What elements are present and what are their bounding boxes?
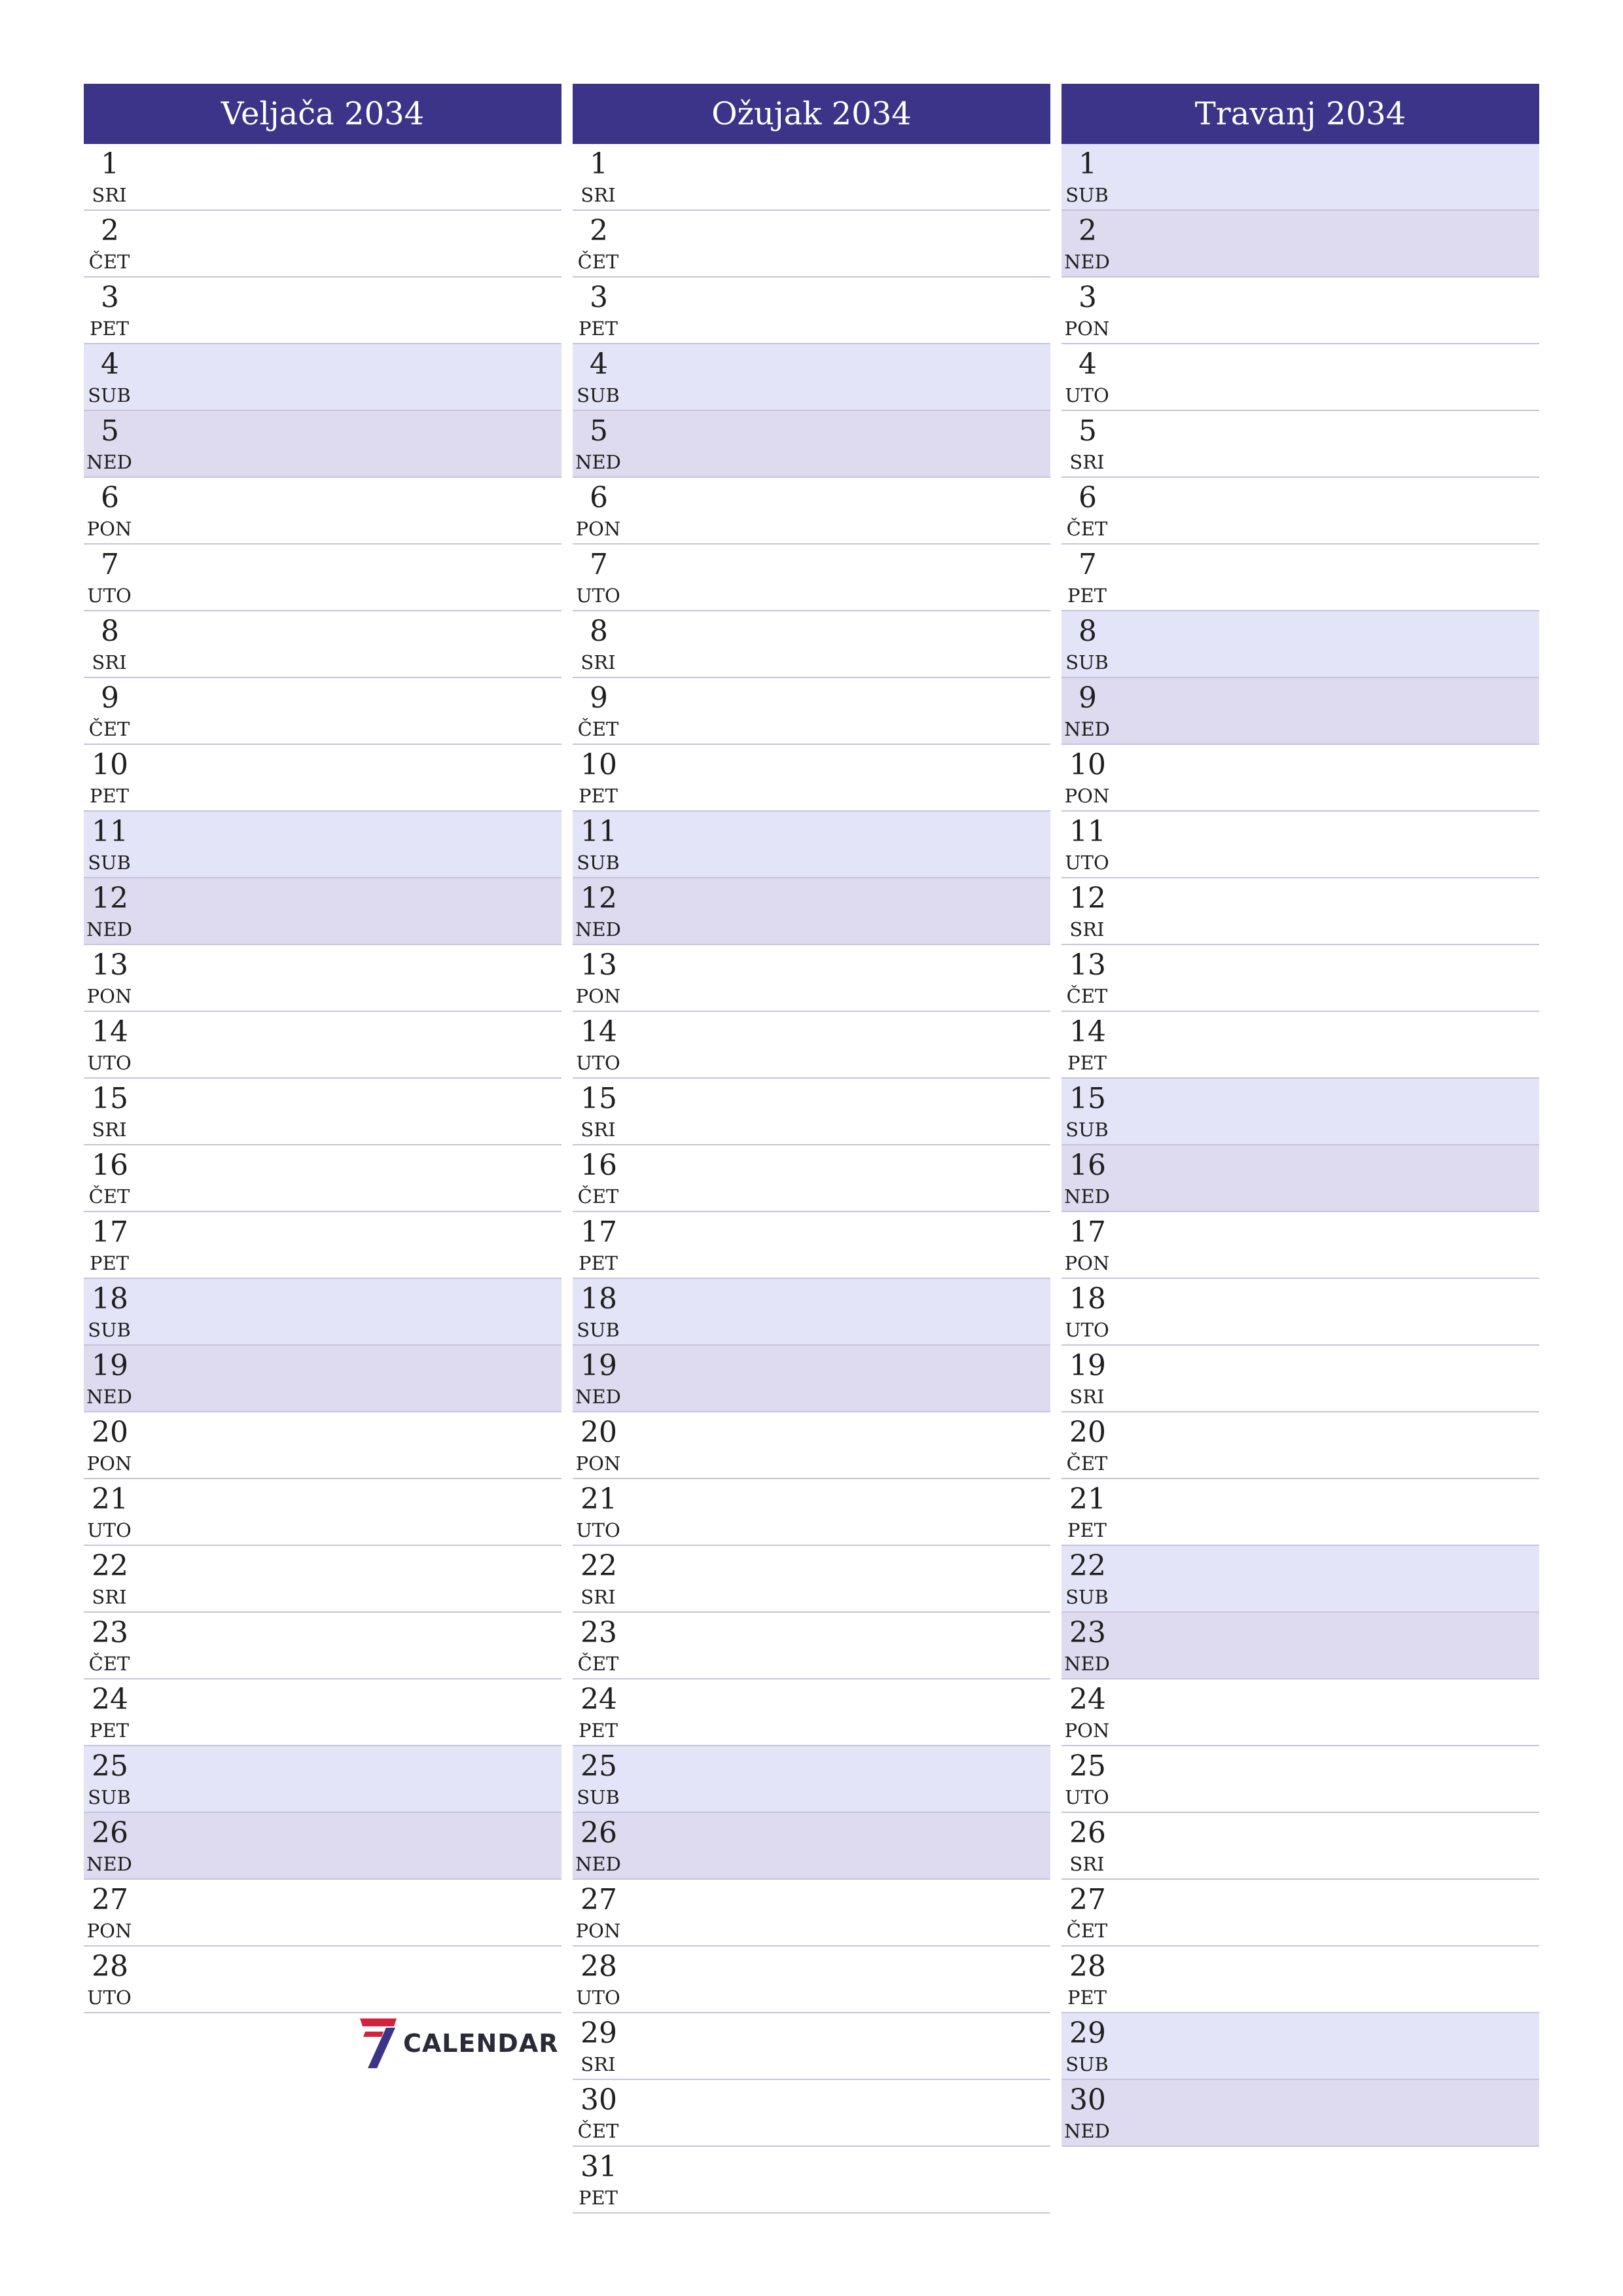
day-row [84,144,562,211]
weekday-label: UTO [87,1986,132,2009]
weekday-label: UTO [1065,852,1109,874]
day-number: 27 [1069,1883,1106,1916]
day-row [1061,1746,1539,1813]
weekday-label: SUB [1065,2053,1109,2075]
day-row [573,2147,1050,2214]
day-row [84,1546,562,1613]
day-row [573,878,1050,945]
weekday-label: ČET [1066,1452,1108,1475]
day-row [84,478,562,545]
day-number: 14 [580,1015,617,1049]
day-row [573,278,1050,344]
weekday-label: UTO [576,1519,620,1541]
weekday-label: PON [1064,317,1110,340]
day-number: 13 [1069,948,1106,982]
day-number: 29 [1069,2017,1106,2050]
day-number: 26 [580,1816,617,1850]
weekday-label: ČET [88,1653,130,1675]
day-row [84,1412,562,1479]
weekday-label: UTO [1065,384,1109,406]
weekday-label: PON [86,518,132,540]
weekday-label: SUB [88,384,131,406]
day-number: 28 [1069,1950,1106,1983]
day-number: 17 [1069,1215,1106,1249]
weekday-label: PET [578,1719,618,1742]
day-row [84,1145,562,1212]
day-row [573,1279,1050,1346]
day-number: 4 [101,348,119,381]
day-row [84,211,562,278]
day-number: 9 [101,681,119,715]
day-number: 1 [101,147,119,181]
day-number: 28 [92,1950,128,1983]
weekday-label: PON [575,985,621,1007]
day-number: 11 [1069,815,1106,848]
day-row [1061,278,1539,344]
day-row [1061,745,1539,812]
day-row [1061,545,1539,611]
weekday-label: UTO [576,1052,620,1074]
day-number: 18 [580,1282,617,1316]
day-number: 25 [580,1749,617,1783]
day-row [573,144,1050,211]
weekday-label: NED [1064,1185,1110,1208]
day-number: 14 [92,1015,128,1049]
day-number: 16 [580,1149,617,1182]
day-list [84,144,562,2013]
day-row [573,1079,1050,1145]
day-row [573,1813,1050,1880]
day-number: 22 [1069,1549,1106,1583]
weekday-label: PET [578,317,618,340]
brand-logo [357,2017,558,2070]
day-number: 5 [101,414,119,448]
day-row [1061,878,1539,945]
day-number: 24 [92,1683,128,1716]
day-row [573,1412,1050,1479]
day-number: 12 [1069,882,1106,915]
weekday-label: ČET [577,1653,619,1675]
day-row [84,945,562,1012]
day-row [573,545,1050,611]
day-row [1061,478,1539,545]
weekday-label: UTO [87,584,132,607]
day-row [1061,1813,1539,1880]
weekday-label: SUB [88,852,131,874]
weekday-label: PET [89,1719,130,1742]
weekday-label: ČET [577,251,619,273]
weekday-label: PET [89,317,130,340]
weekday-label: UTO [87,1052,132,1074]
day-number: 3 [1079,281,1097,314]
day-number: 28 [580,1950,617,1983]
day-number: 23 [92,1616,128,1649]
weekday-label: PET [1067,1986,1107,2009]
logo-text: CALENDAR [403,2029,559,2058]
weekday-label: SRI [1069,1386,1105,1408]
weekday-label: PON [575,1452,621,1475]
day-row [573,1613,1050,1679]
day-number: 9 [590,681,608,715]
day-row [573,1145,1050,1212]
weekday-label: NED [1064,2120,1110,2142]
weekday-label: SRI [580,651,616,673]
weekday-label: ČET [88,251,130,273]
weekday-label: ČET [577,1185,619,1208]
day-number: 25 [92,1749,128,1783]
day-row [84,1679,562,1746]
day-row [84,878,562,945]
weekday-label: SRI [580,184,616,206]
day-row [573,745,1050,812]
day-number: 31 [580,2150,617,2183]
day-number: 6 [101,481,119,514]
day-number: 7 [101,548,119,581]
day-row [84,745,562,812]
day-number: 27 [92,1883,128,1916]
day-number: 29 [580,2017,617,2050]
day-row [1061,945,1539,1012]
weekday-label: SUB [577,1319,620,1341]
day-number: 17 [92,1215,128,1249]
day-number: 7 [1079,548,1097,581]
day-number: 18 [92,1282,128,1316]
day-row [1061,1079,1539,1145]
day-number: 20 [580,1416,617,1449]
day-row [573,1746,1050,1813]
weekday-label: ČET [88,718,130,740]
weekday-label: SRI [92,651,127,673]
day-number: 20 [1069,1416,1106,1449]
day-row [573,1479,1050,1546]
day-number: 22 [580,1549,617,1583]
day-number: 23 [1069,1616,1106,1649]
day-number: 22 [92,1549,128,1583]
day-number: 3 [101,281,119,314]
weekday-label: SUB [1065,1586,1109,1608]
day-number: 1 [590,147,608,181]
day-number: 17 [580,1215,617,1249]
day-number: 26 [1069,1816,1106,1850]
day-row [84,1279,562,1346]
day-row [1061,411,1539,478]
weekday-label: UTO [1065,1319,1109,1341]
day-number: 1 [1079,147,1097,181]
day-row [573,945,1050,1012]
weekday-label: SUB [1065,184,1109,206]
day-row [84,611,562,678]
day-row [573,478,1050,545]
month-title: Veljača 2034 [84,84,562,144]
day-number: 13 [92,948,128,982]
weekday-label: PON [575,518,621,540]
day-number: 13 [580,948,617,982]
day-number: 30 [580,2083,617,2117]
day-number: 15 [92,1082,128,1115]
day-number: 8 [1079,615,1097,648]
day-row [1061,1613,1539,1679]
day-row [84,344,562,411]
weekday-label: ČET [1066,1920,1108,1942]
day-row [573,1212,1050,1279]
day-row [1061,1946,1539,2013]
weekday-label: NED [1064,718,1110,740]
weekday-label: NED [86,1386,132,1408]
day-number: 4 [590,348,608,381]
day-number: 2 [101,214,119,247]
weekday-label: PET [1067,584,1107,607]
weekday-label: PET [89,1252,130,1274]
weekday-label: PON [86,1920,132,1942]
weekday-label: SRI [92,1586,127,1608]
month-column-2 [1061,84,1539,2147]
day-row [1061,678,1539,745]
weekday-label: PET [1067,1052,1107,1074]
weekday-label: SRI [580,2053,616,2075]
weekday-label: NED [575,918,621,941]
weekday-label: PON [1064,1719,1110,1742]
weekday-label: SUB [577,852,620,874]
day-row [573,211,1050,278]
weekday-label: UTO [576,1986,620,2009]
day-number: 16 [1069,1149,1106,1182]
weekday-label: PET [89,785,130,807]
day-number: 6 [590,481,608,514]
day-row [84,1079,562,1145]
day-row [84,1479,562,1546]
day-row [1061,1012,1539,1079]
day-number: 25 [1069,1749,1106,1783]
day-number: 8 [101,615,119,648]
weekday-label: SUB [577,1786,620,1808]
day-row [1061,1479,1539,1546]
day-row [1061,1145,1539,1212]
day-row [1061,2013,1539,2080]
day-number: 26 [92,1816,128,1850]
day-number: 10 [92,748,128,781]
day-row [573,2080,1050,2147]
day-number: 11 [92,815,128,848]
day-number: 4 [1079,348,1097,381]
weekday-label: SUB [88,1319,131,1341]
day-number: 18 [1069,1282,1106,1316]
day-row [84,1613,562,1679]
weekday-label: NED [575,451,621,473]
weekday-label: NED [86,1853,132,1875]
day-number: 6 [1079,481,1097,514]
weekday-label: ČET [1066,985,1108,1007]
weekday-label: SUB [1065,1119,1109,1141]
day-number: 21 [1069,1482,1106,1516]
day-row [1061,144,1539,211]
weekday-label: SRI [1069,1853,1105,1875]
day-row [84,411,562,478]
month-title: Ožujak 2034 [573,84,1050,144]
day-list [573,144,1050,2214]
weekday-label: NED [1064,251,1110,273]
day-number: 21 [92,1482,128,1516]
weekday-label: ČET [88,1185,130,1208]
day-row [573,812,1050,878]
day-number: 3 [590,281,608,314]
day-row [84,1212,562,1279]
weekday-label: SRI [1069,918,1105,941]
day-number: 2 [1079,214,1097,247]
weekday-label: SUB [88,1786,131,1808]
day-row [573,344,1050,411]
day-number: 21 [580,1482,617,1516]
day-row [573,1012,1050,1079]
day-number: 12 [580,882,617,915]
day-number: 5 [1079,414,1097,448]
weekday-label: SUB [1065,651,1109,673]
weekday-label: PON [86,985,132,1007]
day-number: 27 [580,1883,617,1916]
day-row [573,2013,1050,2080]
weekday-label: PON [86,1452,132,1475]
day-number: 15 [1069,1082,1106,1115]
day-row [84,545,562,611]
day-row [573,1880,1050,1946]
day-row [573,611,1050,678]
day-row [573,678,1050,745]
day-number: 23 [580,1616,617,1649]
day-row [84,1880,562,1946]
weekday-label: SUB [577,384,620,406]
month-column-0 [84,84,562,2013]
weekday-label: NED [86,451,132,473]
weekday-label: NED [86,918,132,941]
day-row [84,678,562,745]
day-number: 2 [590,214,608,247]
day-number: 7 [590,548,608,581]
weekday-label: ČET [1066,518,1108,540]
day-row [1061,344,1539,411]
day-row [1061,1880,1539,1946]
day-row [1061,1279,1539,1346]
day-row [1061,1212,1539,1279]
day-number: 11 [580,815,617,848]
day-number: 5 [590,414,608,448]
weekday-label: SRI [580,1586,616,1608]
weekday-label: ČET [577,718,619,740]
day-number: 12 [92,882,128,915]
day-number: 15 [580,1082,617,1115]
day-row [1061,1546,1539,1613]
weekday-label: SRI [1069,451,1105,473]
weekday-label: SRI [580,1119,616,1141]
weekday-label: PON [1064,785,1110,807]
day-row [84,1746,562,1813]
weekday-label: ČET [577,2120,619,2142]
day-number: 19 [1069,1349,1106,1382]
weekday-label: PET [578,1252,618,1274]
day-row [573,1546,1050,1613]
weekday-label: SRI [92,1119,127,1141]
weekday-label: NED [1064,1653,1110,1675]
day-number: 19 [92,1349,128,1382]
day-row [84,1946,562,2013]
day-row [1061,1346,1539,1412]
day-row [573,1946,1050,2013]
day-row [1061,812,1539,878]
weekday-label: NED [575,1386,621,1408]
day-number: 14 [1069,1015,1106,1049]
day-row [84,1813,562,1880]
day-row [84,1346,562,1412]
day-number: 19 [580,1349,617,1382]
day-row [1061,1412,1539,1479]
day-row [1061,2080,1539,2147]
weekday-label: PON [575,1920,621,1942]
day-number: 24 [580,1683,617,1716]
weekday-label: UTO [87,1519,132,1541]
day-number: 16 [92,1149,128,1182]
month-column-1 [573,84,1050,2214]
day-row [1061,211,1539,278]
day-row [84,1012,562,1079]
day-number: 30 [1069,2083,1106,2117]
day-row [1061,1679,1539,1746]
month-title: Travanj 2034 [1061,84,1539,144]
weekday-label: PET [1067,1519,1107,1541]
day-number: 20 [92,1416,128,1449]
weekday-label: UTO [576,584,620,607]
day-row [84,812,562,878]
day-list [1061,144,1539,2147]
weekday-label: SRI [92,184,127,206]
day-row [573,411,1050,478]
seven-calendar-logo-icon [357,2017,398,2070]
day-row [573,1679,1050,1746]
weekday-label: NED [575,1853,621,1875]
day-row [1061,611,1539,678]
day-number: 24 [1069,1683,1106,1716]
weekday-label: PON [1064,1252,1110,1274]
weekday-label: PET [578,2187,618,2209]
day-number: 10 [580,748,617,781]
weekday-label: UTO [1065,1786,1109,1808]
day-number: 9 [1079,681,1097,715]
day-number: 8 [590,615,608,648]
day-row [84,278,562,344]
day-row [573,1346,1050,1412]
day-number: 10 [1069,748,1106,781]
weekday-label: PET [578,785,618,807]
